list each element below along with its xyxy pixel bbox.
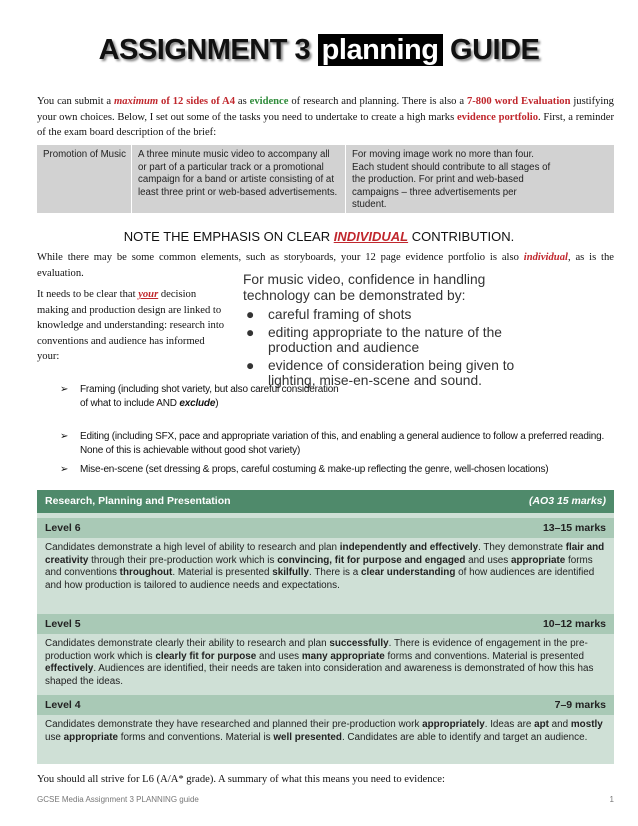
para-text: It needs to be clear that [37, 289, 139, 300]
level-4-bar [37, 695, 614, 715]
brief-col-category: Promotion of Music [43, 149, 126, 160]
intro-text: . First, a reminder of the exam board description of the brief: [37, 111, 614, 138]
bullet-framing [60, 383, 340, 410]
technology-item: editing appropriate to the nature of the production and audience [268, 324, 502, 355]
para-your: your [138, 289, 159, 300]
page-number: 1 [609, 795, 614, 804]
intro-maximum: maximum [114, 96, 159, 107]
page-title [0, 34, 638, 67]
bullet-text: Mise-en-scene (set dressing & props, careful costuming & make-up reflecting the genre, well-chosen locations) [80, 464, 549, 475]
arrow-bullet-icon: ➢ [60, 431, 69, 442]
summary-line: You should all strive for L6 (A/A* grade). A summary of what this means you need to evidence: [37, 774, 445, 785]
bullet-text: ) [215, 397, 219, 409]
bullet-editing [60, 430, 605, 457]
level-6-bar [37, 518, 614, 538]
paragraph-your [37, 287, 227, 365]
title-highlight: planning [318, 34, 443, 66]
list-item [243, 325, 543, 356]
rubric-title: Research, Planning and Presentation [45, 495, 231, 507]
bullet-text: Editing (including SFX, pace and appropriate variation of this, and enabling a general audience to follow a preferred reading. None of this is achievable without good shot variety) [80, 431, 605, 456]
technology-item: evidence of consideration being given to lighting, mise-en-scene and sound. [268, 357, 515, 388]
brief-table [37, 145, 614, 213]
dot-bullet-icon: ● [246, 307, 255, 322]
technology-heading: For music video, confidence in handling technology can be demonstrated by: [243, 272, 486, 303]
level-name: Level 5 [45, 618, 81, 630]
intro-evidence: evidence [249, 96, 289, 107]
brief-col-description: A three minute music video to accompany all or part of a particular track or a promotional campaign for a band or artiste consisting of at least three print or web-based advertisements. [138, 149, 338, 198]
intro-portfolio: evidence portfolio [456, 111, 539, 123]
arrow-bullet-icon: ➢ [60, 384, 69, 395]
level-4-description: Candidates demonstrate they have researched and planned their pre-production work appropriately. Ideas are apt and mostly use appropriate forms and conventions. Material is well presented. Candidates are able to identify and target an audience. [45, 719, 603, 743]
rubric-marks: (AO3 15 marks) [528, 495, 606, 507]
level-5-description: Candidates demonstrate clearly their ability to research and plan successfully. There is evidence of engagement in the pre-production work which is clearly fit for purpose and uses many appropriate forms and conventions. Material is presented effectively. Audiences are identified, their needs are taken into consideration and awareness is demonstrated of how this has shaped the ideas. [45, 638, 594, 687]
arrow-bullet-icon: ➢ [60, 464, 69, 475]
title-pre: ASSIGNMENT 3 [98, 34, 318, 66]
intro-12-sides: of 12 sides of A4 [158, 96, 236, 107]
level-5-bar [37, 614, 614, 634]
footer-label: GCSE Media Assignment 3 PLANNING guide [37, 795, 199, 804]
brief-divider [131, 145, 132, 213]
bullet-exclude: exclude [179, 397, 216, 409]
individual-note [0, 229, 638, 244]
para-text: , as is the evaluation. [37, 252, 614, 279]
intro-text: as [235, 96, 250, 107]
level-6-description: Candidates demonstrate a high level of ability to research and plan independently and effectively. They demonstrate flair and creativity through their pre-production work which is convincing, fit for purpose and engaged and uses appropriate forms and conventions throughout. Material is presented skilfully. There is a clear understanding of how audiences are identified and how production is tailored to audience needs and expectations. [45, 542, 605, 591]
para-text: While there may be some common elements, such as storyboards, your 12 page evidence portfolio is also [37, 252, 524, 263]
intro-text: justifying your own choices. Below, I set out some of the tasks you need to undertake to create a high marks [37, 96, 614, 123]
level-range: 7–9 marks [554, 699, 606, 711]
note-post: CONTRIBUTION. [408, 229, 515, 244]
bullet-mise-en-scene [60, 463, 620, 477]
list-item [243, 307, 543, 323]
bullet-text: Framing (including shot variety, but also careful consideration of what to include AND [80, 384, 339, 409]
para-text: decision making and production design are linked to knowledge and understanding: research into conventions and audience has informed your: [37, 289, 225, 362]
dot-bullet-icon: ● [246, 357, 255, 373]
note-pre: NOTE THE EMPHASIS ON CLEAR [123, 229, 334, 244]
mark-scheme-table [37, 490, 614, 764]
para-individual: individual [523, 252, 568, 263]
intro-text: You can submit a [37, 96, 114, 107]
intro-text: of research and planning. There is also a [288, 96, 467, 107]
dot-bullet-icon: ● [246, 324, 255, 340]
technology-list [243, 307, 543, 389]
note-emphasis: INDIVIDUAL [333, 229, 409, 244]
brief-col-group: For moving image work no more than four. Each student should contribute to all stages of the production. For print and web-based campaigns – three advertisements per student. [352, 149, 551, 210]
level-range: 13–15 marks [542, 522, 606, 534]
page-footer [37, 795, 614, 804]
intro-evaluation: 7-800 word Evaluation [466, 96, 571, 107]
intro-paragraph [37, 94, 614, 141]
level-range: 10–12 marks [542, 618, 606, 630]
technology-box [243, 272, 543, 391]
brief-divider [345, 145, 346, 213]
title-post: GUIDE [442, 34, 540, 66]
level-name: Level 4 [45, 699, 81, 711]
rubric-header [37, 490, 614, 513]
technology-item: careful framing of shots [268, 307, 412, 322]
level-name: Level 6 [45, 522, 81, 534]
